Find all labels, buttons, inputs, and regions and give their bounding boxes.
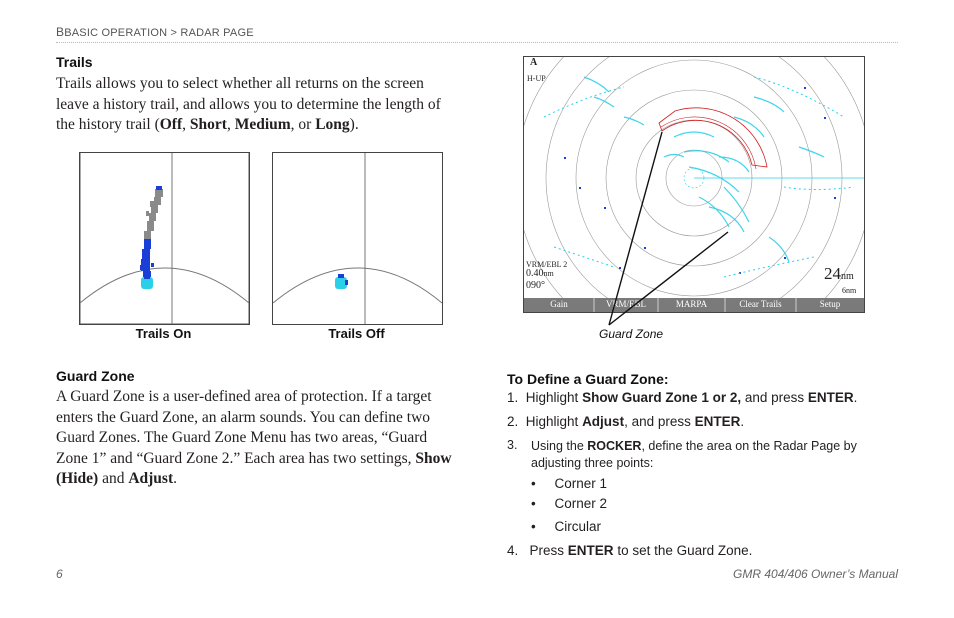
bullet-text: Circular: [554, 519, 601, 534]
opt-show-hide: Show (Hide): [56, 449, 452, 487]
trails-paragraph: [56, 74, 456, 136]
guard-zone-text: A Guard Zone is a user-defined area of protection. If a target enters the Guard Zone, an alarm sounds. You can define two Guard Zones. The Guard Zone Menu has two areas, “Guard Zone 1” and “Guard Zone 2.” Each area has two settings,: [56, 388, 432, 467]
define-heading: To Define a Guard Zone:: [507, 371, 669, 387]
manual-title: GMR 404/406 Owner’s Manual: [733, 567, 898, 581]
step-text: Highlight: [525, 390, 583, 405]
trails-heading: Trails: [56, 54, 93, 70]
step-3-text: [531, 438, 899, 472]
step-keyword: ENTER: [807, 390, 854, 405]
range-readout: [824, 264, 854, 284]
guard-zone-paragraph: [56, 387, 456, 490]
step-number: 4.: [507, 543, 519, 558]
trails-on-radar: [80, 153, 249, 324]
bullet-text: Corner 1: [554, 476, 608, 491]
step-3: [507, 438, 899, 472]
breadcrumb-part2: RADAR PAGE: [180, 27, 254, 39]
step-text: , and press: [624, 414, 695, 429]
bullet-circular: • Circular: [531, 519, 601, 534]
guard-zone-caption: Guard Zone: [599, 327, 664, 341]
bullet-corner-1: • Corner 1: [531, 476, 608, 491]
opt-adjust: Adjust: [128, 470, 174, 487]
step-text: and press: [741, 390, 808, 405]
step-keyword: Adjust: [582, 414, 625, 429]
softkey-gain[interactable]: Gain: [550, 299, 568, 309]
trails-off-image: [272, 152, 443, 325]
step-number: 1.: [507, 390, 519, 405]
sep: ,: [182, 116, 190, 133]
breadcrumb-separator: >: [170, 27, 178, 39]
vrm-ebl-label: VRM/EBL 2: [526, 260, 568, 269]
vrm-distance: [526, 268, 554, 279]
step-number: 2.: [507, 414, 519, 429]
step-keyword: ENTER: [567, 543, 614, 558]
opt-off: Off: [159, 116, 183, 133]
step-keyword: Show Guard Zone 1 or 2,: [582, 390, 742, 405]
step-text: Press: [529, 543, 568, 558]
sep: , or: [290, 116, 316, 133]
step-keyword: ENTER: [694, 414, 741, 429]
guard-zone-callout: [600, 130, 740, 330]
sep: and: [98, 470, 129, 487]
caption-trails-off: Trails Off: [328, 326, 385, 341]
bullet-text: Corner 2: [554, 496, 608, 511]
opt-long: Long: [315, 116, 350, 133]
breadcrumb: BBASIC OPERATION > RADAR PAGE: [56, 25, 254, 39]
step-number: 3.: [507, 438, 518, 452]
range-value: 24: [824, 264, 841, 283]
trails-on-image: [79, 152, 250, 325]
step-text: .: [740, 414, 745, 429]
step-text: Highlight: [525, 414, 583, 429]
step-keyword: ROCKER: [587, 439, 642, 453]
step-4: [507, 543, 752, 558]
step-text: to set the Guard Zone.: [613, 543, 753, 558]
step-text: Using the: [531, 439, 588, 453]
step-text: .: [853, 390, 858, 405]
softkey-marpa[interactable]: MARPA: [675, 299, 708, 309]
vrm-distance-unit: nm: [543, 269, 554, 278]
range-unit: nm: [841, 271, 854, 282]
header-divider: [56, 42, 898, 43]
caption-trails-on: Trails On: [135, 326, 192, 341]
step-2: [507, 414, 744, 429]
trails-off-radar: [273, 153, 442, 324]
step-1: [507, 390, 857, 405]
step-text: , define the area on the Radar Page by adjusting three points:: [531, 439, 857, 470]
breadcrumb-part1: BASIC OPERATION: [64, 27, 168, 39]
vrm-distance-value: 0.40: [526, 268, 544, 279]
guard-zone-heading: Guard Zone: [56, 368, 135, 384]
page-number: 6: [56, 567, 63, 581]
softkey-vrm-ebl[interactable]: VRM/EBL: [605, 299, 646, 309]
north-indicator: A: [530, 57, 538, 68]
bullet-corner-2: • Corner 2: [531, 496, 608, 511]
vrm-bearing: 090°: [526, 280, 545, 291]
sep: ,: [226, 116, 235, 133]
trails-text: Trails allows you to select whether all returns on the screen leave a history trail, and allows you to determine the length of the history trail (: [56, 75, 441, 133]
softkey-setup[interactable]: Setup: [819, 299, 841, 309]
opt-short: Short: [189, 116, 227, 133]
opt-medium: Medium: [234, 116, 291, 133]
trails-text-end: ).: [349, 116, 359, 133]
softkey-clear-trails[interactable]: Clear Trails: [739, 299, 782, 309]
ring-spacing: 6nm: [842, 286, 857, 295]
orientation-label: H-UP: [527, 74, 546, 83]
guard-zone-end: .: [173, 470, 177, 487]
